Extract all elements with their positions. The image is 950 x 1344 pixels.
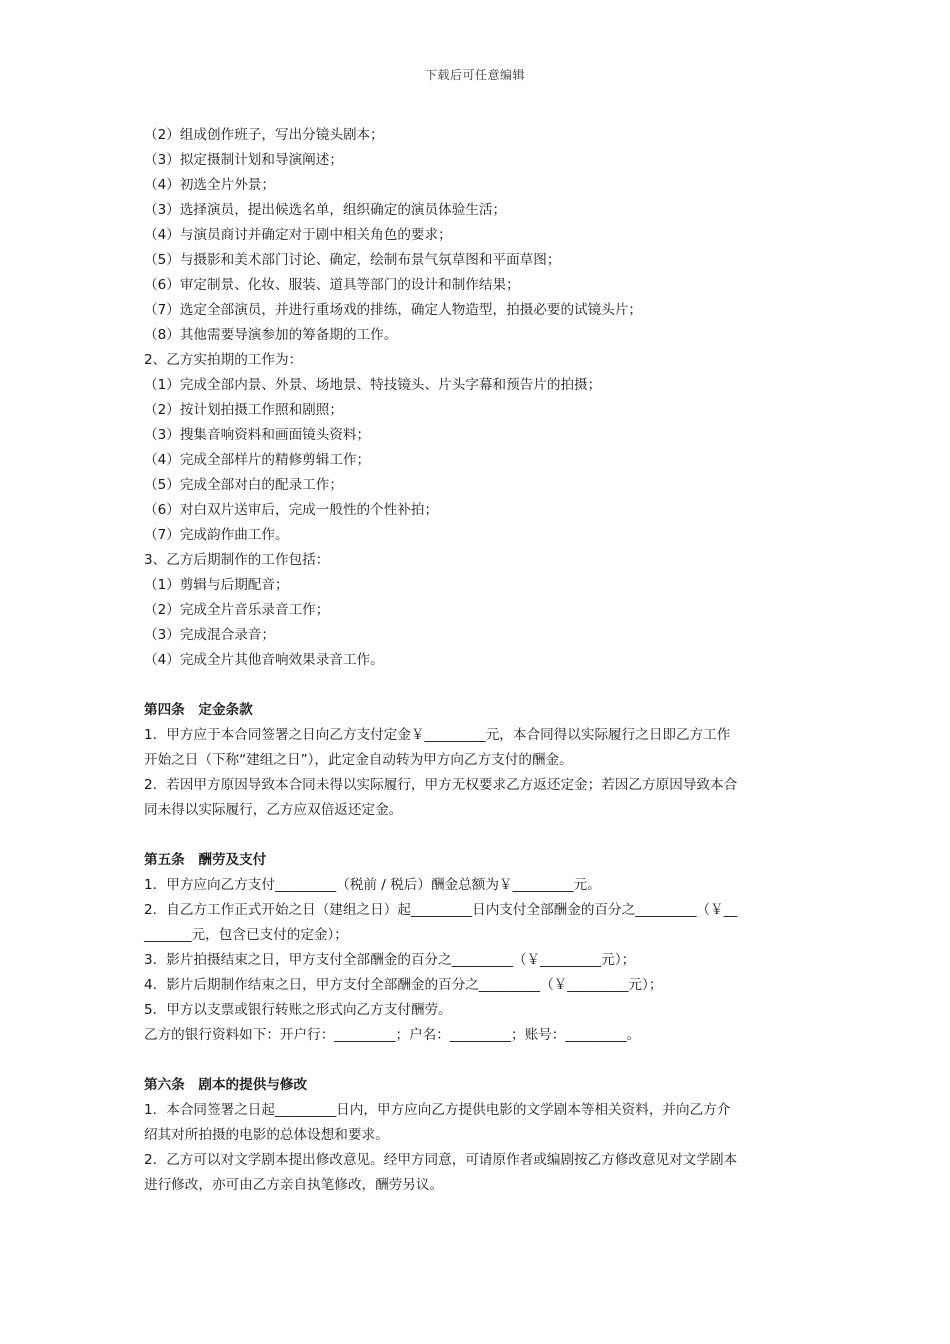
text-line: （6）审定制景、化妆、服装、道具等部门的设计和制作结果；	[144, 277, 520, 293]
section-heading: 第六条 剧本的提供与修改	[144, 1077, 308, 1093]
text-line: 2、乙方实拍期的工作为：	[144, 352, 303, 368]
page-header: 下载后可任意编辑	[424, 68, 525, 82]
text-line: （1）完成全部内景、外景、场地景、特技镜头、片头字幕和预告片的拍摄；	[144, 377, 602, 393]
text-line: （5）与摄影和美术部门讨论、确定，绘制布景气氛草图和平面草图；	[144, 252, 561, 268]
section-heading: 第四条 定金条款	[144, 702, 253, 718]
text-line: 3．影片拍摄结束之日，甲方支付全部酬金的百分之_________（￥_________元）；	[144, 952, 636, 968]
text-line: （4）初选全片外景；	[144, 177, 275, 193]
text-line: 进行修改，亦可由乙方亲自执笔修改，酬劳另议。	[144, 1177, 444, 1193]
text-line: 2．乙方可以对文学剧本提出修改意见。经甲方同意，可请原作者或编剧按乙方修改意见对文学剧本	[144, 1152, 738, 1168]
document-body	[144, 123, 814, 1198]
text-line: 1．甲方应向乙方支付_________（税前 / 税后）酬金总额为￥_________元。	[144, 877, 601, 893]
section-heading: 第五条 酬劳及支付	[144, 852, 267, 868]
text-line: （3）选择演员，提出候选名单，组织确定的演员体验生活；	[144, 202, 507, 218]
text-line: （4）与演员商讨并确定对于剧中相关角色的要求；	[144, 227, 452, 243]
text-line: （5）完成全部对白的配录工作；	[144, 477, 343, 493]
text-line: （2）完成全片音乐录音工作；	[144, 602, 330, 618]
text-line: （7）完成韵作曲工作。	[144, 527, 289, 543]
text-line: （2）按计划拍摄工作照和剧照；	[144, 402, 343, 418]
text-line: 开始之日（下称“建组之日”），此定金自动转为甲方向乙方支付的酬金。	[144, 752, 573, 768]
paragraph-gap	[144, 823, 814, 848]
text-line: 同未得以实际履行，乙方应双倍返还定金。	[144, 802, 403, 818]
text-line: （3）拟定摄制计划和导演阐述；	[144, 152, 343, 168]
text-line: 1．甲方应于本合同签署之日向乙方支付定金￥_________元，本合同得以实际履行之日即乙方工作	[144, 727, 731, 743]
text-line: （8）其他需要导演参加的筹备期的工作。	[144, 327, 398, 343]
text-line: （4）完成全部样片的精修剪辑工作；	[144, 452, 371, 468]
text-line: 1．本合同签署之日起_________日内，甲方应向乙方提供电影的文学剧本等相关资料，并向乙方介	[144, 1102, 731, 1118]
text-line: _______元，包含已支付的定金）；	[144, 927, 348, 943]
text-line: （4）完成全片其他音响效果录音工作。	[144, 652, 384, 668]
text-line: 5．甲方以支票或银行转账之形式向乙方支付酬劳。	[144, 1002, 452, 1018]
text-line: （1）剪辑与后期配音；	[144, 577, 289, 593]
text-line: 乙方的银行资料如下：开户行：_________；户名：_________；账号：_________。	[144, 1027, 641, 1043]
text-line: 2．若因甲方原因导致本合同未得以实际履行，甲方无权要求乙方返还定金；若因乙方原因导致本合	[144, 777, 738, 793]
text-line: （7）选定全部演员，并进行重场戏的排练，确定人物造型，拍摄必要的试镜头片；	[144, 302, 643, 318]
paragraph-gap	[144, 673, 814, 698]
paragraph-gap	[144, 1048, 814, 1073]
text-line: 2．自乙方工作正式开始之日（建组之日）起_________日内支付全部酬金的百分之_________（￥__	[144, 902, 738, 918]
text-line: （3）完成混合录音；	[144, 627, 275, 643]
text-line: 绍其对所拍摄的电影的总体设想和要求。	[144, 1127, 389, 1143]
text-line: （6）对白双片送审后，完成一般性的个性补拍；	[144, 502, 439, 518]
text-line: 3、乙方后期制作的工作包括：	[144, 552, 330, 568]
text-line: 4．影片后期制作结束之日，甲方支付全部酬金的百分之_________（￥_________元）；	[144, 977, 663, 993]
text-line: （3）搜集音响资料和画面镜头资料；	[144, 427, 371, 443]
text-line: （2）组成创作班子，写出分镜头剧本；	[144, 127, 384, 143]
